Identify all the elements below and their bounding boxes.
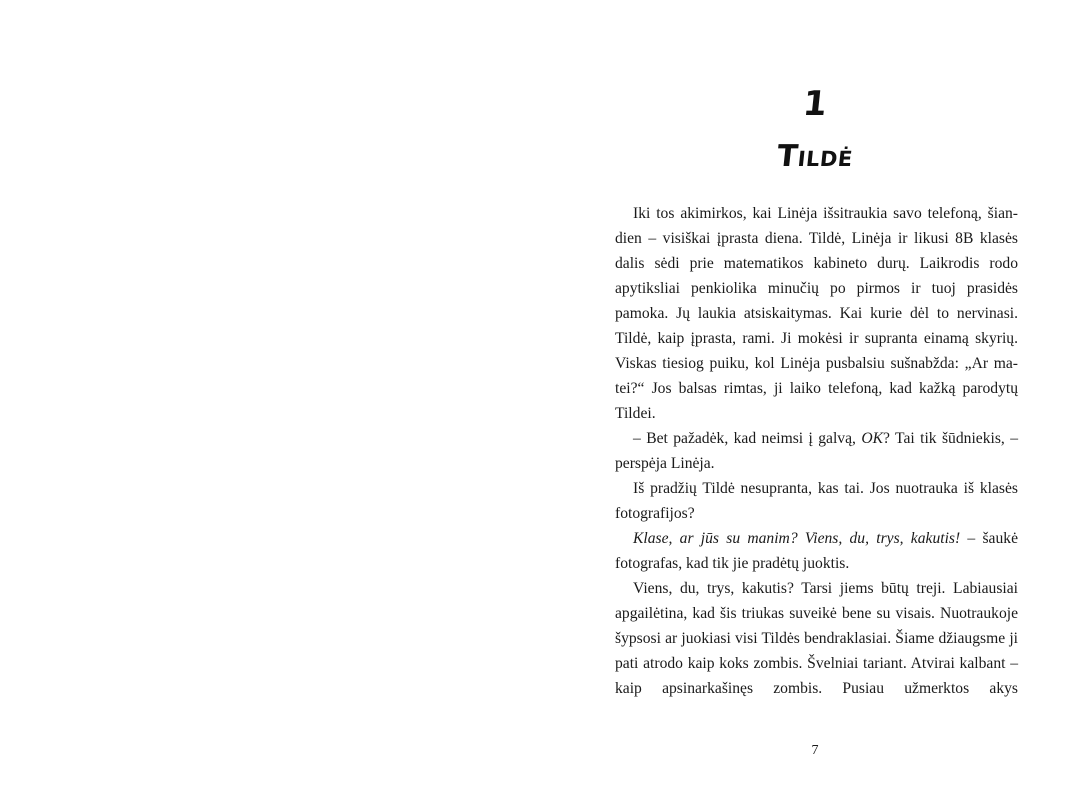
chapter-text xyxy=(615,201,1018,701)
paragraph-text: Iš pradžių Tildė nesupranta, kas tai. Jos nuotrauka iš klasės fotografijos? xyxy=(615,480,1018,522)
italic-text: OK xyxy=(861,430,883,447)
paragraph-text: ? Tai tik šūdniekis, – perspėja Linėja. xyxy=(615,430,1018,472)
paragraph xyxy=(615,201,1018,426)
paragraph xyxy=(615,426,1018,476)
italic-text: Klase, ar jūs su manim? Viens, du, trys, kakutis! xyxy=(633,530,961,547)
chapter-number: 1 xyxy=(801,84,829,124)
chapter-title: Tildė xyxy=(775,139,855,174)
paragraph xyxy=(615,576,1018,701)
right-page xyxy=(540,0,1080,801)
page-number: 7 xyxy=(811,743,819,758)
paragraph-text: Viens, du, trys, kakutis? Tarsi jiems būtų treji. Labiausiai apgailėtina, kad šis triukas suveikė bene su visais. Nuotraukoje šypsosi ar juokiasi visi Tildės bendraklasiai. Šiame džiaugsme ji pati atrodo kaip koks zombis. Švelniai tariant. Atvirai kalbant – kaip apsinarkašinęs zombis. Pusiau užmerktos akys xyxy=(615,580,1018,697)
paragraph-text: Iki tos akimirkos, kai Linėja išsitraukia savo telefoną, šiandien – visiškai įprasta diena. Tildė, Linėja ir likusi 8B klasės dalis sėdi prie matematikos kabineto durų. Laikrodis rodo apytiksliai penkiolika minučių po pirmos ir tuoj prasidės pamoka. Jų laukia atsiskaitymas. Kai kurie dėl to nervinasi. Tildė, kaip įprasta, rami. Ji mokėsi ir supranta einamą skyrių. Viskas tiesiog puiku, kol Linėja pusbalsiu sušnabžda: „Ar matei?“ Jos balsas rimtas, ji laiko telefoną, kad kažką parodytų Tildei. xyxy=(615,205,1018,422)
paragraph xyxy=(615,526,1018,576)
paragraph-text: – šaukė fotografas, kad tik jie pradėtų juoktis. xyxy=(615,530,1018,572)
paragraph xyxy=(615,476,1018,526)
paragraph-text: – Bet pažadėk, kad neimsi į galvą, xyxy=(633,430,862,447)
